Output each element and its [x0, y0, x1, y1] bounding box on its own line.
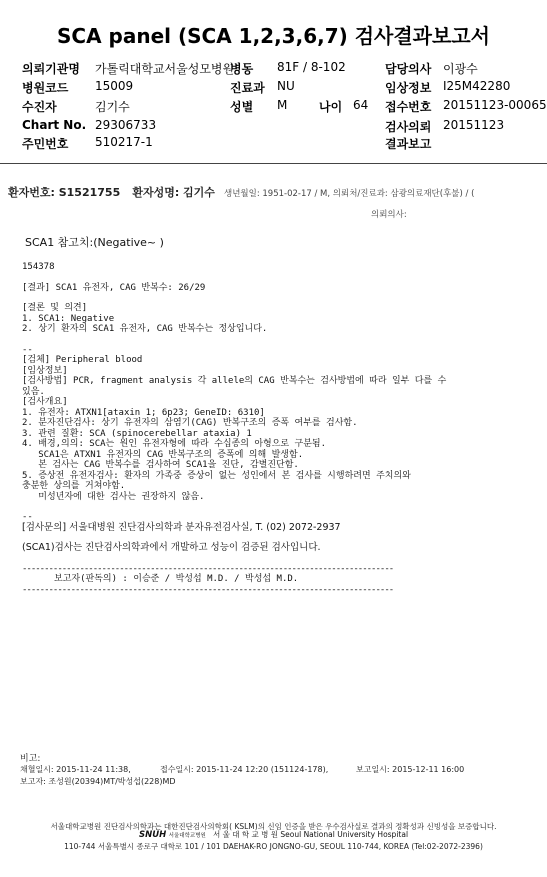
patient-name: 환자성명: 김기수 — [132, 186, 215, 198]
attending-doctor-label: 담당의사 — [385, 62, 432, 76]
conclusion-item: 2. 상기 환자의 SCA1 유전자, CAG 반복수는 정상입니다. — [22, 324, 268, 334]
conclusion-title: [결론 및 의견] — [22, 303, 88, 313]
signature-divider-top: ------------------------------------------------------------------------------------ — [22, 563, 394, 574]
overview-item: 4. 배경,의의: SCA는 원인 유전자형에 따라 수십종의 아형으로 구분됨. — [22, 439, 327, 449]
examinee-label: 수진자 — [22, 100, 57, 114]
hospital-code-label: 병원코드 — [22, 81, 69, 95]
hospital-address: 110-744 서울특별시 종로구 대학로 101 / 101 DAEHAK-RO JONGNO-GU, SEOUL 110-744, KOREA (Tel:02-2072-2396) — [64, 842, 483, 851]
age-value: 64 — [353, 98, 369, 112]
result-line: [결과] SCA1 유전자, CAG 반복수: 26/29 — [22, 282, 206, 293]
report-body — [22, 262, 532, 595]
specimen-line: [검체] Peripheral blood — [22, 355, 143, 365]
reference-range: SCA1 참고치:(Negative~ ) — [25, 236, 164, 249]
overview-item: 충분한 상의를 거쳐야함. — [22, 481, 126, 491]
test-request-value: 20151123 — [443, 118, 505, 132]
referring-doctor: 의뢰의사: — [371, 210, 407, 220]
remark-label: 비고: — [20, 754, 41, 764]
reported-time: 보고일시: 2015-12-11 16:00 — [356, 765, 465, 774]
developed-note: (SCA1)검사는 진단검사의학과에서 개발하고 성능이 검증된 검사입니다. — [22, 542, 321, 553]
clinical-info-value: I25M42280 — [443, 79, 511, 93]
patient-demographics: 생년월일: 1951-02-17 / M, 의뢰처/진료과: 삼광의료재단(후불) / ( — [223, 189, 475, 198]
snuh-logo: SNUH — [138, 830, 167, 840]
hospital-line — [0, 829, 547, 840]
attending-doctor-value: 이광수 — [443, 62, 478, 76]
department-value: NU — [277, 79, 295, 93]
signature-divider-bottom: ------------------------------------------------------------------------------------ — [22, 584, 394, 595]
accession-number-value: 20151123-00065 — [443, 98, 547, 112]
requesting-institution-label: 의뢰기관명 — [22, 62, 80, 76]
overview-item: 본 검사는 CAG 반복수를 검사하여 SCA1을 진단, 감별진단함. — [22, 460, 299, 470]
resident-number-value: 510217-1 — [95, 135, 153, 149]
inquiry-line: [검사문의] 서울대병원 진단검사의학과 분자유전검사실, T. (02) 2072-2937 — [22, 521, 341, 533]
snuh-logo-subtitle: 서울대학교병원 — [168, 833, 206, 839]
test-request-label: 검사의뢰 — [385, 120, 432, 134]
method-line: [검사방법] PCR, fragment analysis 각 allele의 CAG 반복수는 검사방법에 따라 일부 다를 수 — [22, 376, 447, 386]
conclusion-item: 1. SCA1: Negative — [22, 313, 115, 324]
examinee-value: 김기수 — [95, 100, 130, 114]
overview-item: 3. 관련 질환: SCA (spinocerebellar ataxia) 1 — [22, 428, 252, 439]
age-label: 나이 — [319, 100, 343, 114]
header-divider — [0, 163, 547, 164]
resident-number-label: 주민번호 — [22, 137, 69, 151]
hospital-code-value: 15009 — [95, 79, 134, 93]
department-label: 진료과 — [230, 81, 265, 95]
clinical-info-label: 임상정보 — [385, 81, 432, 95]
sex-label: 성별 — [230, 100, 254, 114]
separator: -- — [22, 344, 33, 355]
separator: -- — [22, 512, 33, 522]
chart-number-value: 29306733 — [95, 118, 157, 132]
certification-note: 서울대학교병원 진단검사의학과는 대한진단검사의학회( KSLM)의 신임 인증을 받은 우수검사실로 결과의 정확성과 신빙성을 보증합니다. — [50, 822, 497, 831]
overview-item: 미성년자에 대한 검사는 권장하지 않음. — [22, 491, 205, 502]
ward-label: 병동 — [230, 62, 254, 76]
sex-value: M — [277, 98, 288, 112]
requesting-institution-value: 가톨릭대학교서울성모병원 — [95, 62, 235, 76]
reporter-line: 보고자: 조성원(20394)MT/박성섭(228)MD — [20, 777, 176, 786]
overview-item: 1. 유전자: ATXN1[ataxin 1; 6p23; GeneID: 6310] — [22, 407, 265, 418]
result-report-label: 결과보고 — [385, 137, 432, 151]
overview-title: [검사개요] — [22, 397, 68, 407]
patient-id: 환자번호: S1521755 — [8, 186, 121, 198]
ward-value: 81F / 8-102 — [277, 60, 346, 74]
chart-number-label: Chart No. — [22, 118, 87, 132]
report-code: 154378 — [22, 262, 55, 272]
accession-number-label: 접수번호 — [385, 100, 432, 114]
report-title: SCA panel (SCA 1,2,3,6,7) 검사결과보고서 — [57, 24, 490, 48]
signers-line: 보고자(판독의) : 이승준 / 박성섭 M.D. / 박성섭 M.D. — [54, 574, 299, 584]
hospital-name: 서 울 대 학 교 병 원 Seoul National University Hospital — [212, 830, 409, 839]
overview-item: 2. 분자진단검사: 상기 유전자의 삼염기(CAG) 반복구조의 증폭 여부를 검사함. — [22, 418, 358, 428]
overview-item: SCA1은 ATXN1 유전자의 CAG 반복구조의 증폭에 의해 발생함. — [22, 449, 304, 460]
clinical-info-section: [임상정보] — [22, 365, 68, 376]
patient-info-line — [8, 184, 547, 198]
method-line-cont: 있음. — [22, 386, 45, 397]
received-time: 접수일시: 2015-11-24 12:20 (151124-178), — [160, 765, 329, 774]
overview-item: 5. 증상전 유전자검사: 환자의 가족중 증상이 없는 성인에서 본 검사를 시행하려면 주치의와 — [22, 470, 411, 481]
collected-time: 채혈일시: 2015-11-24 11:38, — [20, 765, 131, 774]
